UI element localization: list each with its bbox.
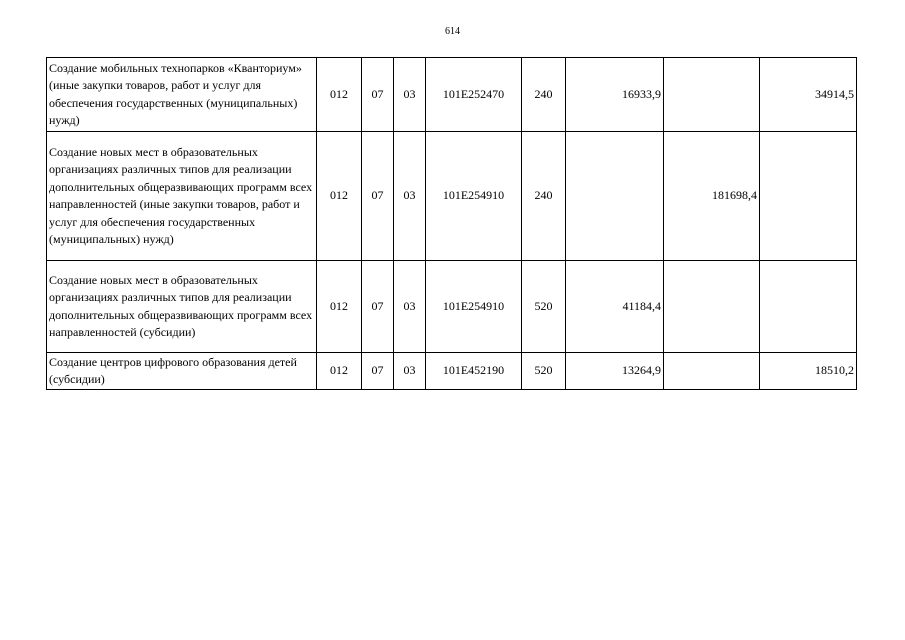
expense-type-cell: 520 — [522, 261, 566, 353]
amount-1-cell — [566, 132, 664, 261]
table-row — [47, 58, 857, 132]
expense-type-cell: 520 — [522, 353, 566, 390]
section-code-cell: 07 — [362, 261, 394, 353]
amount-2-cell — [664, 58, 760, 132]
section-code-cell: 07 — [362, 353, 394, 390]
table-row — [47, 261, 857, 353]
ministry-code-cell: 012 — [317, 132, 362, 261]
amount-3-cell: 34914,5 — [760, 58, 857, 132]
amount-1-cell: 13264,9 — [566, 353, 664, 390]
expense-type-cell: 240 — [522, 58, 566, 132]
ministry-code-cell: 012 — [317, 261, 362, 353]
amount-2-cell — [664, 353, 760, 390]
target-article-cell: 101E254910 — [426, 261, 522, 353]
amount-3-cell: 18510,2 — [760, 353, 857, 390]
expense-name-cell: Создание новых мест в образовательных организациях различных типов для реализации дополнительных общеразвивающих программ всех направленностей (субсидии) — [47, 261, 317, 353]
amount-3-cell — [760, 261, 857, 353]
subsection-code-cell: 03 — [394, 58, 426, 132]
section-code-cell: 07 — [362, 58, 394, 132]
table-row — [47, 132, 857, 261]
amount-2-cell: 181698,4 — [664, 132, 760, 261]
target-article-cell: 101E252470 — [426, 58, 522, 132]
ministry-code-cell: 012 — [317, 353, 362, 390]
subsection-code-cell: 03 — [394, 132, 426, 261]
expense-name-cell: Создание центров цифрового образования детей (субсидии) — [47, 353, 317, 390]
ministry-code-cell: 012 — [317, 58, 362, 132]
expense-type-cell: 240 — [522, 132, 566, 261]
expense-name-cell: Создание мобильных технопарков «Кванториум» (иные закупки товаров, работ и услуг для обеспечения государственных (муниципальных) нужд) — [47, 58, 317, 132]
expense-name-cell: Создание новых мест в образовательных организациях различных типов для реализации дополнительных общеразвивающих программ всех направленностей (иные закупки товаров, работ и услуг для обеспечения государственных (муниципальных) нужд) — [47, 132, 317, 261]
amount-1-cell: 16933,9 — [566, 58, 664, 132]
budget-table — [46, 57, 857, 390]
amount-1-cell: 41184,4 — [566, 261, 664, 353]
target-article-cell: 101E452190 — [426, 353, 522, 390]
target-article-cell: 101E254910 — [426, 132, 522, 261]
amount-2-cell — [664, 261, 760, 353]
subsection-code-cell: 03 — [394, 261, 426, 353]
subsection-code-cell: 03 — [394, 353, 426, 390]
table-row — [47, 353, 857, 390]
section-code-cell: 07 — [362, 132, 394, 261]
page-number: 614 — [445, 26, 460, 37]
amount-3-cell — [760, 132, 857, 261]
